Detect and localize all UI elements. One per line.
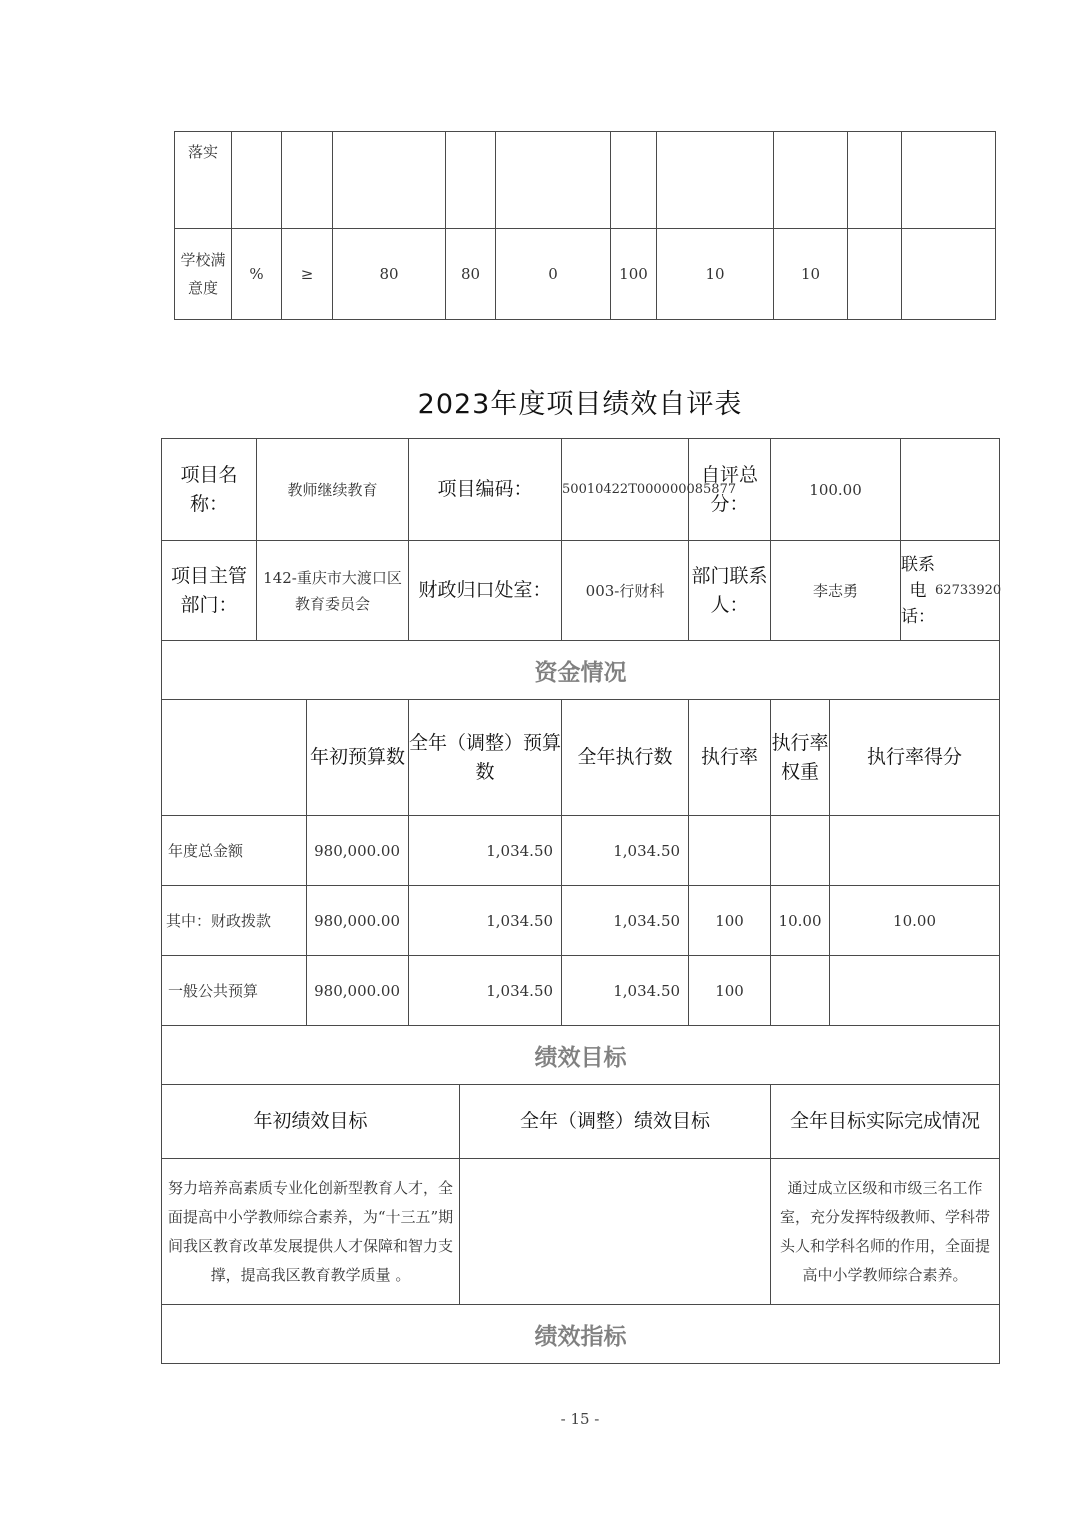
- indicator-label: 落实: [175, 132, 232, 229]
- contact-value: 李志勇: [771, 541, 901, 641]
- score-cell: 10: [774, 229, 848, 320]
- funds-header: 执行率权重: [771, 700, 830, 816]
- completion-cell: 100: [611, 229, 657, 320]
- dept-label: 项目主管部门：: [162, 541, 257, 641]
- project-code-value: 50010422T000000085877: [562, 439, 689, 541]
- funds-row-label: 一般公共预算: [162, 956, 307, 1026]
- empty-cell: [848, 229, 902, 320]
- deviation-cell: 0: [496, 229, 611, 320]
- goals-header: 全年（调整）绩效目标: [460, 1085, 771, 1159]
- funds-row-label: 年度总金额: [162, 816, 307, 886]
- table-row: [162, 816, 1000, 886]
- executed-cell: 1,034.50: [562, 816, 689, 886]
- weight-cell: [771, 816, 830, 886]
- rate-cell: [689, 816, 771, 886]
- table-row: [162, 641, 1000, 700]
- phone-group: [901, 552, 1002, 630]
- executed-cell: 1,034.50: [562, 956, 689, 1026]
- rate-score-cell: 10.00: [830, 886, 1000, 956]
- executed-cell: 1,034.50: [562, 886, 689, 956]
- evaluation-table: [161, 438, 1000, 1364]
- funds-header: 全年执行数: [562, 700, 689, 816]
- rate-cell: 100: [689, 886, 771, 956]
- phone-label-cell: [901, 541, 1000, 641]
- weight-cell: 10: [657, 229, 774, 320]
- dept-value: 142-重庆市大渡口区教育委员会: [257, 541, 409, 641]
- adjusted-cell: 1,034.50: [409, 886, 562, 956]
- target-cell: 80: [333, 229, 446, 320]
- score-label: 自评总分：: [689, 439, 771, 541]
- operator-cell: ≥: [282, 229, 333, 320]
- table-row: [162, 1305, 1000, 1364]
- initial-goal-text: 努力培养高素质专业化创新型教育人才，全面提高中小学教师综合素养，为“十三五”期间我区教育改革发展提供人才保障和智力支撑，提高我区教育教学质量 。: [162, 1159, 460, 1305]
- adjusted-goal-text: [460, 1159, 771, 1305]
- page-title: 2023年度项目绩效自评表: [417, 389, 743, 420]
- table-row: [162, 1026, 1000, 1085]
- continued-indicator-table: [174, 131, 996, 320]
- adjusted-cell: 1,034.50: [409, 956, 562, 1026]
- rate-score-cell: [830, 816, 1000, 886]
- funds-header: 全年（调整）预算数: [409, 700, 562, 816]
- project-name-value: 教师继续教育: [257, 439, 409, 541]
- funds-header: 年初预算数: [307, 700, 409, 816]
- project-code-label: 项目编码：: [409, 439, 562, 541]
- finance-value: 003-行财科: [562, 541, 689, 641]
- goals-header: 全年目标实际完成情况: [771, 1085, 1000, 1159]
- table-row: [162, 541, 1000, 641]
- adjusted-cell: 1,034.50: [409, 816, 562, 886]
- table-row: [162, 886, 1000, 956]
- budget-cell: 980,000.00: [307, 816, 409, 886]
- page-number: - 15 -: [560, 1410, 600, 1428]
- goals-header: 年初绩效目标: [162, 1085, 460, 1159]
- table-row: [175, 229, 996, 320]
- table-row: [162, 1159, 1000, 1305]
- contact-label: 部门联系人：: [689, 541, 771, 641]
- funds-row-label: 其中：财政拨款: [162, 886, 307, 956]
- indicator-label: 学校满意度: [175, 229, 232, 320]
- phone-label: 联系电话：: [901, 554, 936, 627]
- budget-cell: 980,000.00: [307, 956, 409, 1026]
- actual-completion-text: 通过成立区级和市级三名工作室，充分发挥特级教师、学科带头人和学科名师的作用，全面提高中小学教师综合素养。: [771, 1159, 1000, 1305]
- table-row: [162, 956, 1000, 1026]
- rate-score-cell: [830, 956, 1000, 1026]
- weight-cell: 10.00: [771, 886, 830, 956]
- table-row: [162, 439, 1000, 541]
- indicators-section-title: 绩效指标: [162, 1305, 1000, 1364]
- project-name-label: 项目名称：: [162, 439, 257, 541]
- actual-cell: 80: [446, 229, 496, 320]
- weight-cell: [771, 956, 830, 1026]
- funds-header: 执行率: [689, 700, 771, 816]
- table-row: [175, 132, 996, 229]
- finance-label: 财政归口处室：: [409, 541, 562, 641]
- phone-value: 62733920: [935, 583, 1002, 598]
- score-value: 100.00: [771, 439, 901, 541]
- goals-section-title: 绩效目标: [162, 1026, 1000, 1085]
- budget-cell: 980,000.00: [307, 886, 409, 956]
- empty-cell: [902, 229, 996, 320]
- rate-cell: 100: [689, 956, 771, 1026]
- table-row: [162, 1085, 1000, 1159]
- table-row: [162, 700, 1000, 816]
- funds-header: 执行率得分: [830, 700, 1000, 816]
- unit-cell: %: [232, 229, 282, 320]
- funds-section-title: 资金情况: [162, 641, 1000, 700]
